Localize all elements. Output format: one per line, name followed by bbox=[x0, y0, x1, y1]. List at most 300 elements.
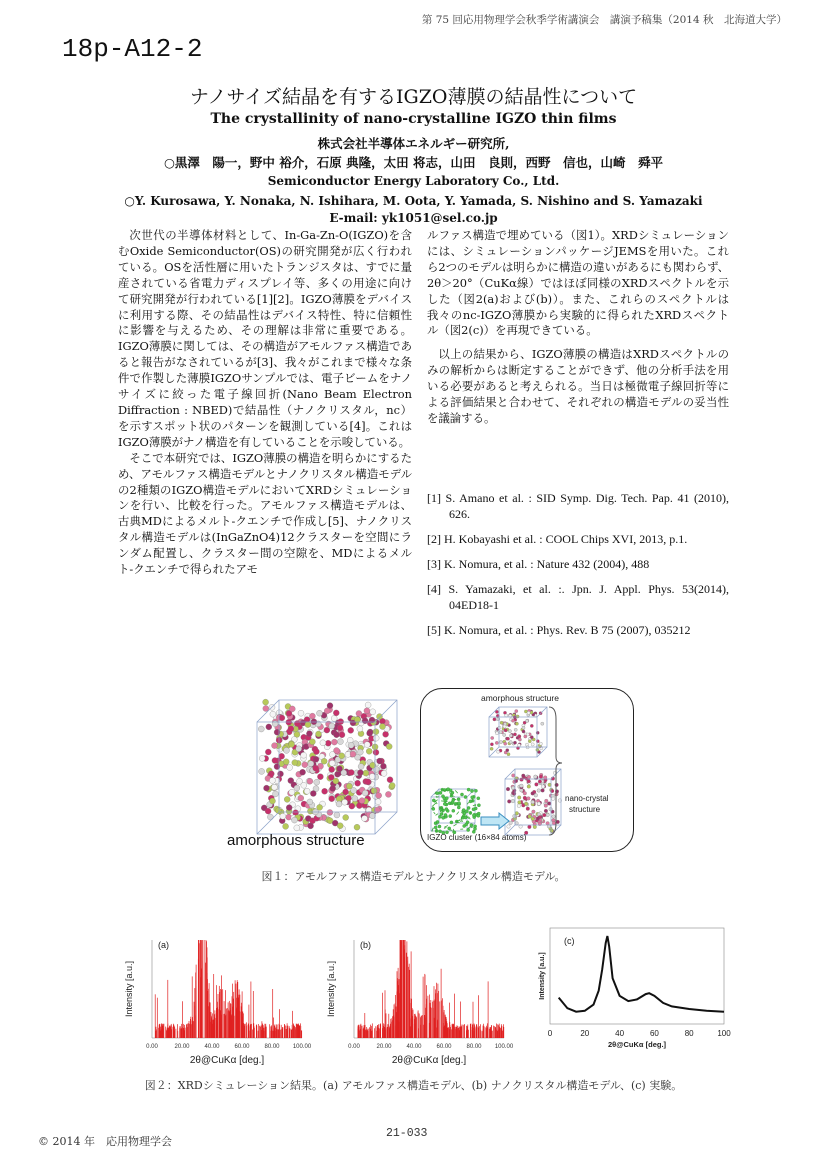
atom bbox=[317, 774, 323, 780]
atom bbox=[363, 770, 369, 776]
reference-item: [2] H. Kobayashi et al. : COOL Chips XVI, 2013, p.1. bbox=[427, 532, 688, 546]
authors-english: ○Y. Kurosawa, Y. Nonaka, N. Ishihara, M. Oota, Y. Yamada, S. Nishino and S. Yamazaki bbox=[124, 194, 703, 208]
atom bbox=[267, 814, 273, 820]
atom bbox=[556, 820, 560, 824]
atom bbox=[270, 711, 276, 717]
atom bbox=[513, 733, 516, 736]
atom bbox=[552, 821, 556, 825]
x-tick-label: 20.00 bbox=[376, 1044, 392, 1050]
body-paragraph: ルファス構造で埋めている（図1）。XRDシミュレーションには、シミュレーションパッケージJEMSを用いた。これら2つのモデルは明らかに構造の違いがあるにも関わらず、2θ＞20°（CuKα線）ではほぼ同様のXRDスペクトルを示した（図2(a)および(b)）。また、これらのスペクトルは我々のnc-IGZO薄膜から実験的に得られたXRDスペクトル（図2(c)）を再現できている。 bbox=[427, 228, 729, 338]
atom bbox=[330, 786, 336, 792]
atom bbox=[334, 748, 340, 754]
atom bbox=[279, 753, 285, 759]
atom bbox=[376, 793, 382, 799]
figure2-caption: 図２：XRDシミュレーション結果。(a) アモルファス構造モデル、(b) ナノクリスタル構造モデル、(c) 実験。 bbox=[144, 1079, 683, 1092]
atom bbox=[452, 809, 455, 812]
atom bbox=[505, 714, 508, 717]
atom bbox=[522, 726, 525, 729]
atom bbox=[337, 725, 343, 731]
atom bbox=[333, 778, 339, 784]
atom bbox=[537, 802, 541, 806]
atom bbox=[520, 784, 524, 788]
nanocrystal-model-image bbox=[421, 689, 633, 851]
atom bbox=[464, 795, 467, 798]
amorphous-structure-label: amorphous structure bbox=[481, 693, 559, 703]
atom bbox=[449, 789, 452, 792]
atom bbox=[364, 708, 370, 714]
atom bbox=[444, 813, 447, 816]
atom bbox=[524, 802, 528, 806]
atom bbox=[474, 789, 477, 792]
x-tick-label: 60.00 bbox=[234, 1044, 250, 1050]
x-tick-label: 80 bbox=[684, 1029, 694, 1038]
atom bbox=[272, 758, 278, 764]
body-column-right bbox=[427, 228, 729, 427]
igzo-cluster-image bbox=[431, 788, 481, 835]
page-number: 21-033 bbox=[386, 1127, 428, 1140]
atom bbox=[526, 807, 530, 811]
atom bbox=[289, 789, 295, 795]
bond bbox=[436, 796, 437, 798]
atom bbox=[387, 777, 393, 783]
atom bbox=[472, 808, 475, 811]
x-axis-label: 2θ@CuKα [deg.] bbox=[189, 1055, 265, 1066]
atom bbox=[518, 738, 521, 741]
atom bbox=[320, 740, 326, 746]
atom bbox=[442, 816, 445, 819]
atom bbox=[534, 794, 538, 798]
atom bbox=[301, 782, 307, 788]
atom bbox=[507, 800, 511, 804]
atom bbox=[306, 731, 312, 737]
atom bbox=[526, 719, 529, 722]
atom bbox=[457, 798, 460, 801]
atom bbox=[327, 810, 333, 816]
atom bbox=[294, 785, 300, 791]
atom bbox=[327, 703, 333, 709]
atom bbox=[524, 735, 527, 738]
atom bbox=[333, 710, 339, 716]
affiliation-japanese: 株式会社半導体エネルギー研究所, bbox=[317, 136, 510, 151]
contact-email[interactable]: E-mail: yk1051@sel.co.jp bbox=[329, 211, 498, 225]
atom bbox=[385, 791, 391, 797]
atom bbox=[506, 749, 509, 752]
atom bbox=[531, 800, 535, 804]
atom bbox=[338, 719, 344, 725]
atom bbox=[366, 748, 372, 754]
atom bbox=[536, 748, 539, 751]
atom bbox=[314, 779, 320, 785]
atom bbox=[269, 778, 275, 784]
atom bbox=[551, 797, 555, 801]
atom bbox=[329, 760, 335, 766]
atom bbox=[337, 766, 343, 772]
atom bbox=[337, 739, 343, 745]
atom bbox=[284, 796, 290, 802]
x-tick-label: 20.00 bbox=[174, 1044, 190, 1050]
bond bbox=[444, 827, 447, 828]
atom bbox=[531, 792, 535, 796]
atom bbox=[334, 732, 340, 738]
atom bbox=[546, 813, 550, 817]
atom bbox=[348, 742, 354, 748]
atom bbox=[305, 722, 311, 728]
reference-item: [1] S. Amano et al. : SID Symp. Dig. Tech. Pap. 41 (2010), 626. bbox=[427, 491, 729, 521]
atom bbox=[346, 783, 352, 789]
atom bbox=[511, 799, 515, 803]
atom bbox=[500, 721, 503, 724]
atom bbox=[389, 783, 395, 789]
atom bbox=[300, 769, 306, 775]
atom bbox=[265, 808, 271, 814]
atom bbox=[503, 725, 506, 728]
authors-japanese: ○黒澤 陽一，野中 裕介，石原 典隆，太田 将志，山田 良則，西野 信也，山崎 舜平 bbox=[164, 155, 663, 170]
atom bbox=[522, 774, 526, 778]
body-paragraph: 次世代の半導体材料として、In-Ga-Zn-O(IGZO)を含むOxide Semiconductor(OS)の研究開発が広く行われている。OSを活性層に用いたトランジスタは、すでに量産されている省電力ディスプレイ等、多くの用途に向けて研究開発が行われている[1][2]。IGZO薄膜をデバイスに利用する際、その結晶性はデバイス特性、特に信頼性に影響を与えるため、その理解は非常に重要である。IGZO薄膜に関しては、その構造がアモルファス構造であると報告がなされているが[3]、我々がこれまで様々な条件で作製した薄膜IGZOサンプルでは、電子ビームをナノサイズに絞った電子線回折(Nano Beam Electron Diffraction : NBED)で結晶性（ナノクリスタル，nc）を示すスポット状のパターンを観測している[4]。これはIGZO薄膜がナノ構造を有していることを示唆している。 bbox=[118, 228, 412, 449]
atom bbox=[339, 732, 345, 738]
atom bbox=[541, 722, 544, 725]
xrd-chart-a bbox=[120, 930, 320, 1066]
atom bbox=[523, 796, 527, 800]
atom bbox=[331, 739, 337, 745]
atom bbox=[514, 728, 517, 731]
atom bbox=[348, 727, 354, 733]
x-tick-label: 0.00 bbox=[348, 1044, 360, 1050]
atom bbox=[499, 731, 502, 734]
x-tick-label: 80.00 bbox=[264, 1044, 280, 1050]
atom bbox=[465, 823, 468, 826]
atom bbox=[364, 742, 370, 748]
atom bbox=[449, 815, 452, 818]
atom bbox=[507, 825, 511, 829]
atom bbox=[438, 825, 441, 828]
atom bbox=[329, 767, 335, 773]
bond bbox=[434, 812, 435, 814]
atom bbox=[499, 741, 502, 744]
atom-cube bbox=[257, 699, 397, 834]
atom bbox=[349, 803, 355, 809]
atom bbox=[509, 734, 512, 737]
atom bbox=[532, 810, 536, 814]
x-tick-label: 60.00 bbox=[436, 1044, 452, 1050]
atom bbox=[339, 753, 345, 759]
atom bbox=[518, 735, 521, 738]
atom bbox=[287, 765, 293, 771]
x-tick-label: 60 bbox=[649, 1029, 659, 1038]
atom bbox=[304, 788, 310, 794]
atom bbox=[527, 797, 531, 801]
reference-item: [4] S. Yamazaki, et al. :. Jpn. J. Appl. Phys. 53(2014), 04ED18-1 bbox=[427, 582, 729, 612]
x-tick-label: 0.00 bbox=[146, 1044, 158, 1050]
atom bbox=[307, 799, 313, 805]
atom bbox=[309, 739, 315, 745]
nano-crystal-label: nano-crystal structure bbox=[565, 794, 609, 814]
atom bbox=[369, 774, 375, 780]
figure1-caption: 図１：アモルファス構造モデルとナノクリスタル構造モデル。 bbox=[261, 870, 566, 883]
atom bbox=[313, 765, 319, 771]
atom bbox=[530, 736, 533, 739]
atom bbox=[356, 711, 362, 717]
atom bbox=[258, 726, 264, 732]
atom bbox=[528, 815, 532, 819]
atom bbox=[329, 796, 335, 802]
x-tick-label: 40 bbox=[615, 1029, 625, 1038]
atom bbox=[381, 770, 387, 776]
bond bbox=[437, 796, 438, 797]
atom bbox=[445, 808, 448, 811]
atom bbox=[495, 710, 498, 713]
x-axis-label: 2θ@CuKα [deg.] bbox=[391, 1055, 467, 1066]
atom bbox=[543, 813, 547, 817]
atom bbox=[538, 780, 542, 784]
atom bbox=[522, 730, 525, 733]
atom bbox=[288, 726, 294, 732]
atom bbox=[286, 805, 292, 811]
atom bbox=[518, 801, 522, 805]
atom bbox=[324, 727, 330, 733]
atom bbox=[298, 710, 304, 716]
atom bbox=[273, 791, 279, 797]
atom bbox=[280, 813, 286, 819]
atom bbox=[355, 780, 361, 786]
bond bbox=[453, 824, 456, 826]
atom bbox=[472, 814, 475, 817]
atom bbox=[375, 799, 381, 805]
atom bbox=[292, 760, 298, 766]
atom bbox=[308, 823, 314, 829]
atom bbox=[359, 798, 365, 804]
cube-edge bbox=[375, 812, 397, 834]
panel-label: (b) bbox=[360, 940, 371, 950]
atom bbox=[371, 788, 377, 794]
bond bbox=[432, 803, 436, 807]
atom bbox=[467, 788, 470, 791]
xrd-line bbox=[559, 936, 724, 1012]
atom bbox=[362, 815, 368, 821]
atom bbox=[325, 740, 331, 746]
atom bbox=[544, 809, 548, 813]
atom bbox=[289, 706, 295, 712]
atom bbox=[493, 718, 496, 721]
atom bbox=[365, 702, 371, 708]
atom bbox=[450, 821, 453, 824]
atom bbox=[515, 710, 518, 713]
bond bbox=[459, 820, 461, 822]
atom bbox=[517, 796, 521, 800]
atom bbox=[307, 778, 313, 784]
atom bbox=[541, 789, 545, 793]
atom bbox=[535, 783, 539, 787]
body-paragraph: 以上の結果から、IGZO薄膜の構造はXRDスペクトルのみの解析からは断定することができず、他の分析手法を用いる必要があると考えられる。当日は極微電子線回折等による評価結果と合わせて、それぞれの構造モデルの妥当性を議論する。 bbox=[427, 347, 729, 425]
atom bbox=[322, 788, 328, 794]
atom bbox=[503, 733, 506, 736]
atom bbox=[317, 710, 323, 716]
atom bbox=[533, 825, 537, 829]
atom bbox=[348, 770, 354, 776]
bond bbox=[457, 812, 459, 815]
atom bbox=[504, 742, 507, 745]
atom bbox=[530, 724, 533, 727]
title-japanese: ナノサイズ結晶を有するIGZO薄膜の結晶性について bbox=[189, 86, 638, 108]
atom bbox=[357, 749, 363, 755]
atom bbox=[259, 755, 265, 761]
atom bbox=[520, 778, 524, 782]
atom bbox=[552, 815, 556, 819]
atom bbox=[490, 747, 493, 750]
atom bbox=[313, 756, 319, 762]
atom bbox=[515, 812, 519, 816]
atom bbox=[527, 775, 531, 779]
reference-item: [3] K. Nomura, et al. : Nature 432 (2004), 488 bbox=[427, 557, 650, 571]
bond bbox=[436, 814, 438, 816]
atom bbox=[352, 796, 358, 802]
atom bbox=[491, 736, 494, 739]
body-column-left bbox=[118, 228, 412, 578]
atom bbox=[467, 828, 470, 831]
conference-header: 第 75 回応用物理学会秋季学術講演会 講演予稿集（2014 秋 北海道大学） bbox=[421, 14, 787, 26]
atom bbox=[448, 827, 451, 830]
atom bbox=[434, 826, 437, 829]
nanocrystal-cube bbox=[505, 769, 562, 835]
atom bbox=[497, 718, 500, 721]
y-axis-label: Intensity [a.u.] bbox=[326, 960, 336, 1018]
atom bbox=[365, 779, 371, 785]
atom bbox=[531, 743, 534, 746]
atom bbox=[477, 814, 480, 817]
x-tick-label: 100.00 bbox=[292, 1044, 312, 1050]
atom bbox=[343, 789, 349, 795]
atom bbox=[386, 744, 392, 750]
x-tick-label: 80.00 bbox=[466, 1044, 482, 1050]
bond bbox=[467, 802, 468, 804]
atom bbox=[383, 731, 389, 737]
atom bbox=[515, 722, 518, 725]
atom bbox=[272, 721, 278, 727]
atom bbox=[498, 726, 501, 729]
atom bbox=[259, 768, 265, 774]
atom bbox=[284, 747, 290, 753]
small-amorphous-cube bbox=[489, 707, 547, 757]
atom bbox=[367, 730, 373, 736]
atom bbox=[342, 799, 348, 805]
x-tick-label: 40.00 bbox=[406, 1044, 422, 1050]
x-tick-label: 0 bbox=[547, 1029, 553, 1038]
atom bbox=[523, 792, 527, 796]
atom bbox=[264, 785, 270, 791]
amorphous-label: amorphous structure bbox=[227, 832, 365, 849]
atom bbox=[528, 740, 531, 743]
atom bbox=[357, 770, 363, 776]
atom bbox=[380, 724, 386, 730]
atom bbox=[331, 715, 337, 721]
atom bbox=[272, 743, 278, 749]
atom bbox=[495, 741, 498, 744]
atom bbox=[527, 711, 530, 714]
atom bbox=[373, 735, 379, 741]
affiliation-english: Semiconductor Energy Laboratory Co., Ltd. bbox=[267, 174, 560, 188]
atom bbox=[283, 823, 289, 829]
amorphous-model-image bbox=[227, 692, 405, 849]
atom bbox=[547, 802, 551, 806]
atom bbox=[477, 804, 480, 807]
atom bbox=[537, 789, 541, 793]
cluster-label: IGZO cluster (16×84 atoms) bbox=[427, 833, 527, 842]
atom bbox=[527, 785, 531, 789]
reference-list bbox=[427, 490, 729, 647]
atom bbox=[301, 752, 307, 758]
atom bbox=[462, 809, 465, 812]
atom bbox=[511, 719, 514, 722]
y-axis-label: Intensity [a.u.] bbox=[539, 952, 546, 1000]
panel-label: (c) bbox=[564, 936, 575, 946]
atom bbox=[513, 741, 516, 744]
atom bbox=[528, 825, 532, 829]
atom bbox=[495, 732, 498, 735]
atom bbox=[517, 804, 521, 808]
atom bbox=[531, 817, 535, 821]
atom bbox=[506, 787, 510, 791]
atom bbox=[296, 746, 302, 752]
atom bbox=[283, 759, 289, 765]
atom bbox=[377, 758, 383, 764]
atom bbox=[544, 804, 548, 808]
atom bbox=[294, 721, 300, 727]
atom bbox=[279, 715, 285, 721]
panel-label: (a) bbox=[158, 940, 169, 950]
atom bbox=[457, 802, 460, 805]
atom bbox=[536, 817, 540, 821]
atom bbox=[511, 786, 515, 790]
atom bbox=[504, 729, 507, 732]
atom bbox=[350, 751, 356, 757]
atom bbox=[506, 737, 509, 740]
atom bbox=[534, 775, 538, 779]
atom bbox=[263, 699, 269, 705]
atom bbox=[518, 744, 521, 747]
atom bbox=[550, 829, 554, 833]
atom bbox=[343, 815, 349, 821]
atom bbox=[321, 758, 327, 764]
atom bbox=[362, 790, 368, 796]
atom bbox=[555, 783, 559, 787]
atom bbox=[294, 825, 300, 831]
reference-item: [5] K. Nomura, et al. : Phys. Rev. B 75 (2007), 035212 bbox=[427, 623, 691, 637]
atom bbox=[545, 799, 549, 803]
atom bbox=[497, 750, 500, 753]
atom bbox=[354, 824, 360, 830]
bond bbox=[444, 825, 448, 827]
atom bbox=[266, 724, 272, 730]
copyright: © 2014 年 応用物理学会 bbox=[38, 1135, 172, 1148]
atom bbox=[329, 723, 335, 729]
x-tick-label: 40.00 bbox=[204, 1044, 220, 1050]
atom bbox=[549, 807, 553, 811]
atom bbox=[513, 814, 517, 818]
atom bbox=[358, 764, 364, 770]
atom bbox=[324, 708, 330, 714]
atom bbox=[467, 806, 470, 809]
atom bbox=[370, 709, 376, 715]
atom bbox=[490, 743, 493, 746]
atom bbox=[509, 821, 513, 825]
atom bbox=[302, 762, 308, 768]
atom bbox=[507, 753, 510, 756]
x-tick-label: 100.00 bbox=[494, 1044, 514, 1050]
body-paragraph: そこで本研究では、IGZO薄膜の構造を明らかにするため、アモルファス構造モデルとナノクリスタル構造モデルの2種類のIGZO構造モデルにおいてXRDシミュレーションを行い、比較を行った。アモルファス構造モデルは、古典MDによるメルト-クエンチで作成し[5]、ナノクリスタル構造モデルは(InGaZnO4)12クラスターを空間にランダム配置し、クラスター間の空隙を、MDによるメルト-クエンチで得られたアモ bbox=[118, 450, 412, 577]
cube-edge bbox=[375, 700, 397, 722]
x-tick-label: 20 bbox=[580, 1029, 590, 1038]
presentation-code: 18p-A12-2 bbox=[62, 34, 203, 64]
